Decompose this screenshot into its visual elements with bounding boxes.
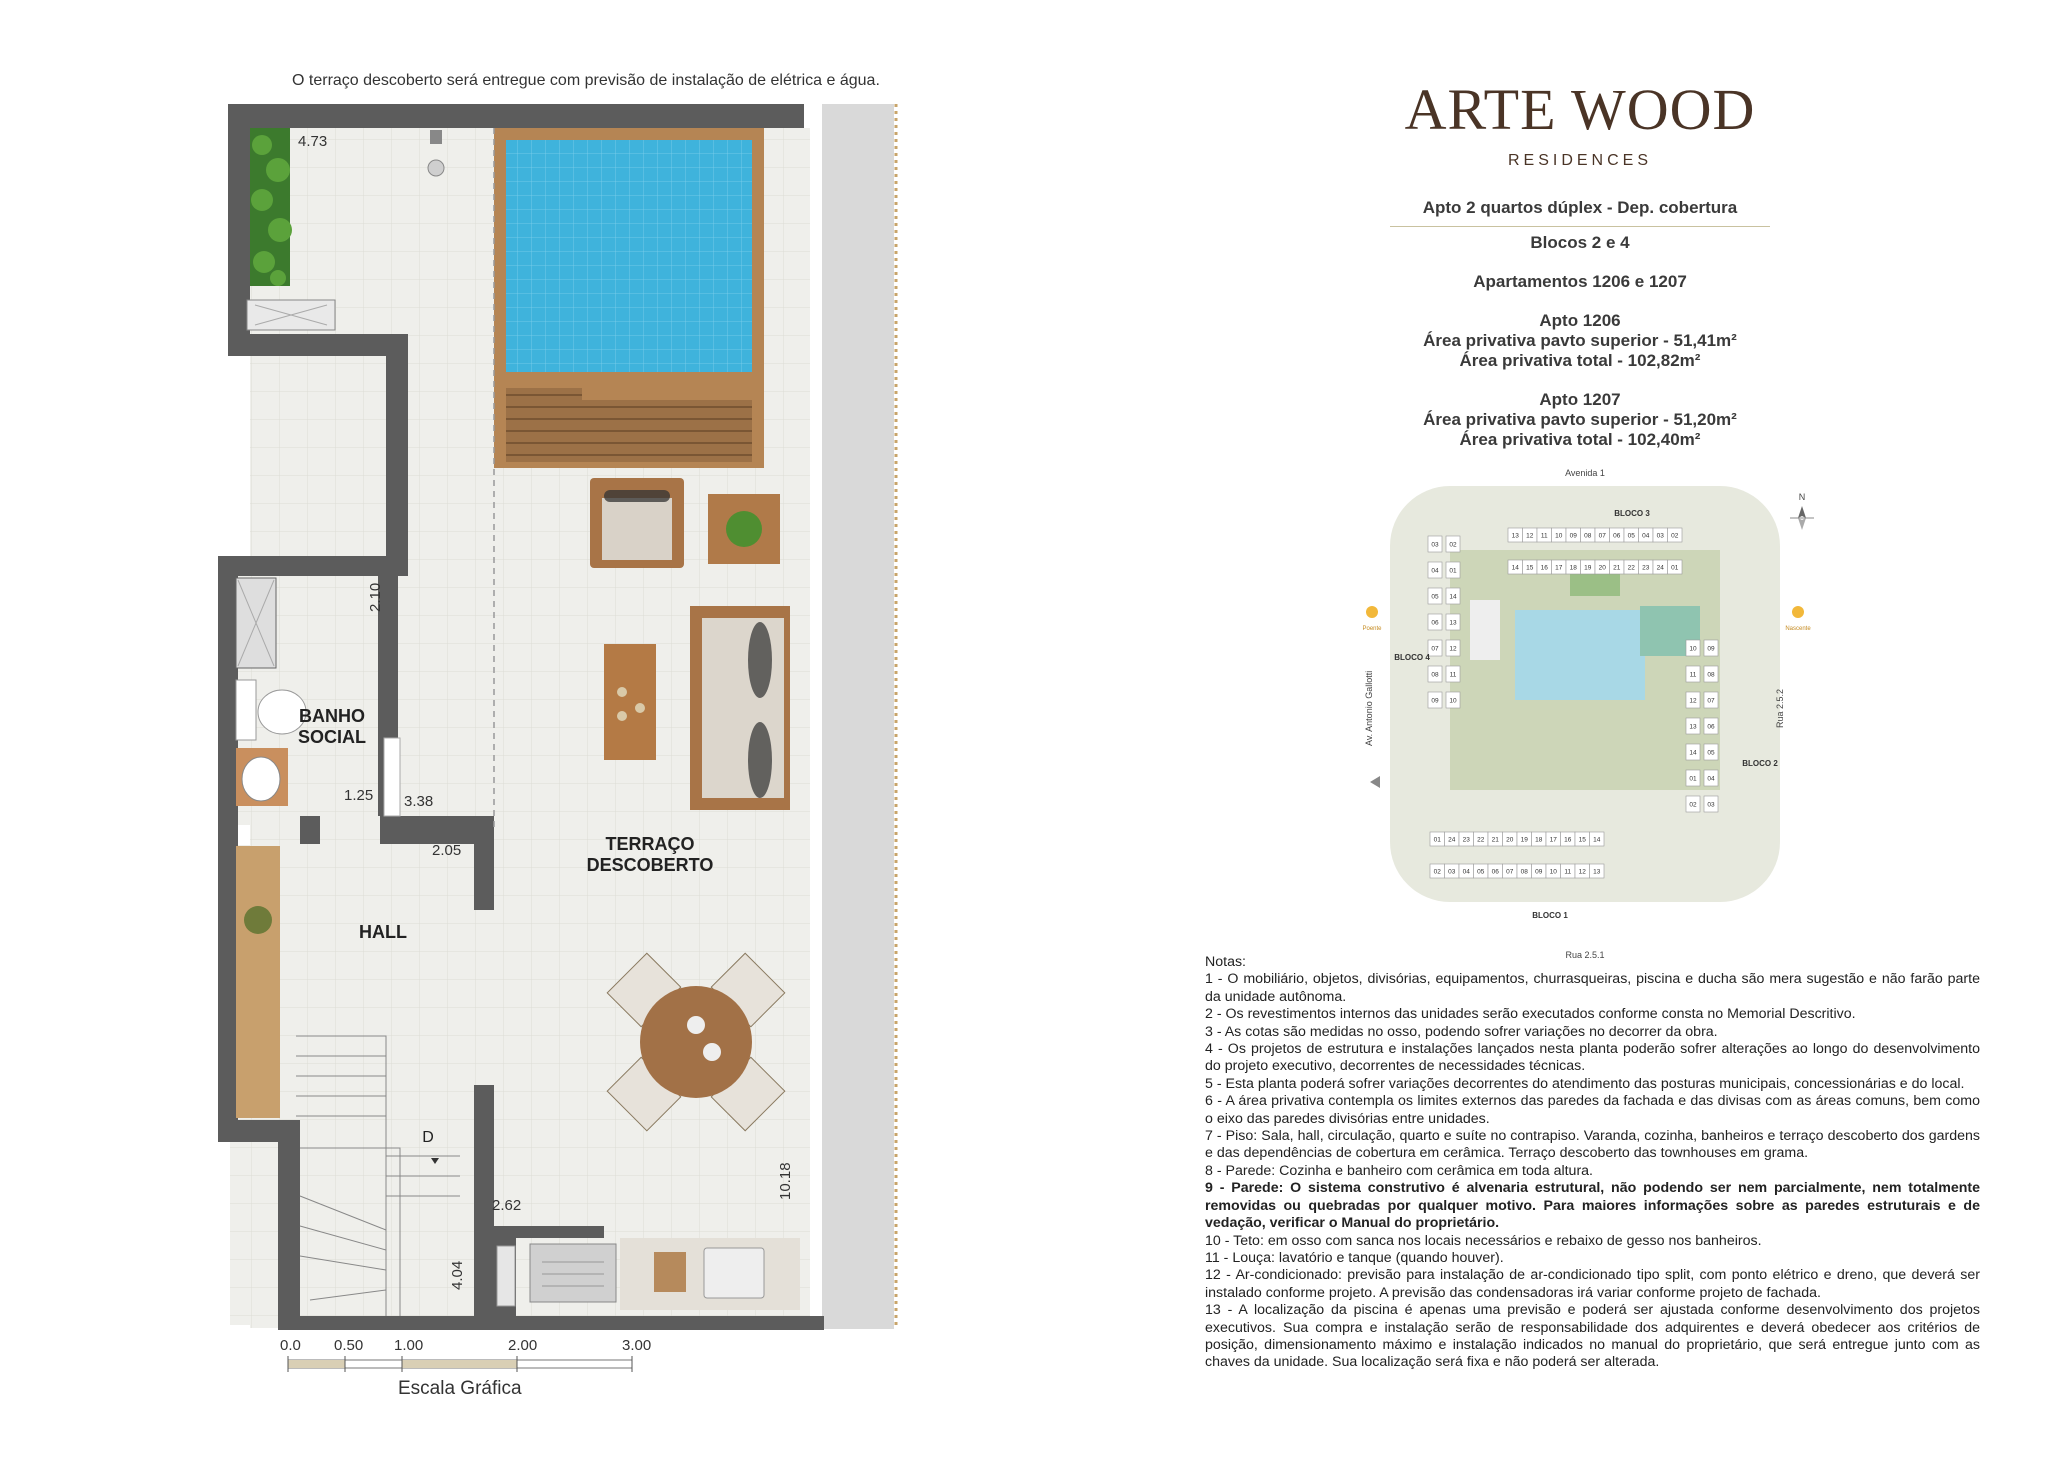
unit-number: 08 (1707, 671, 1715, 679)
unit-number: 02 (1433, 868, 1441, 876)
room-label-terraco: TERRAÇO (605, 834, 695, 854)
sink-icon (242, 757, 280, 801)
unit-number: 19 (1584, 564, 1592, 572)
unit-number: 21 (1491, 836, 1499, 844)
unit-number: 20 (1506, 836, 1514, 844)
unit-number: 24 (1448, 836, 1456, 844)
unit-number: 10 (1549, 868, 1557, 876)
scale-title: Escala Gráfica (398, 1378, 522, 1399)
apto-1206-block (1390, 311, 1770, 371)
unit-number: 09 (1431, 697, 1439, 705)
apto-1207-title: Apto 1207 (1539, 390, 1621, 409)
unit-number: 07 (1707, 697, 1715, 705)
unit-number: 05 (1707, 749, 1715, 757)
sun-label: Nascente (1785, 626, 1811, 632)
note-item: 9 - Parede: O sistema construtivo é alvenaria estrutural, não podendo ser nem parcialmente, nem totalmente removidas ou quebradas por qualquer motivo. Para maiores informações sobre as paredes estruturais e de vedação, verificar o Manual do proprietário. (1205, 1180, 1980, 1232)
room-label-hall: HALL (359, 922, 407, 942)
site-map (1340, 460, 1820, 960)
dim-label: 3.38 (404, 793, 434, 810)
unit-number: 05 (1627, 532, 1635, 540)
unit-number: 06 (1431, 619, 1439, 627)
unit-number: 08 (1520, 868, 1528, 876)
dim-label: 10.18 (777, 1162, 794, 1200)
note-item: 1 - O mobiliário, objetos, divisórias, equipamentos, churrasqueiras, piscina e ducha são mera sugestão e não farão parte da unidade autônoma. (1205, 971, 1980, 1005)
unit-number: 22 (1477, 836, 1485, 844)
apto-1207-block (1390, 390, 1770, 450)
dim-label: 1.25 (344, 787, 374, 804)
unit-number: 14 (1449, 593, 1457, 601)
room-label-banho: BANHO (299, 706, 365, 726)
sun-icon (1785, 606, 1811, 632)
scale-tick: 0.50 (334, 1337, 364, 1354)
scale-tick: 3.00 (622, 1337, 652, 1354)
street-label: Rua 2.5.2 (1775, 688, 1785, 728)
unit-number: 06 (1707, 723, 1715, 731)
brand-logo (1400, 78, 1760, 170)
unit-number: 04 (1431, 567, 1439, 575)
brand-sub: RESIDENCES (1507, 152, 1653, 169)
unit-number: 11 (1564, 868, 1572, 876)
unit-number: 09 (1569, 532, 1577, 540)
dim-label: 2.10 (367, 582, 384, 612)
apto-1206-upper: Área privativa pavto superior - 51,41m² (1423, 331, 1737, 350)
apto-1207-total: Área privativa total - 102,40m² (1459, 430, 1701, 449)
unit-number: 14 (1511, 564, 1519, 572)
unit-number: 16 (1564, 836, 1572, 844)
note-item: 13 - A localização da piscina é apenas uma previsão e poderá ser ajustada conforme desenvolvimento dos projetos executivos. Sua compra e instalação serão de responsabilidade dos adquirentes e deverá obedecer aos critérios de posição, dimensionamento máximo e instalação indicados no manual do proprietário, que será entregue junto com as chaves da unidade. Sua localização será fixa e não poderá ser alterada. (1205, 1302, 1980, 1371)
unit-number: 05 (1477, 868, 1485, 876)
graphic-scale (280, 1337, 651, 1372)
unit-number: 03 (1656, 532, 1664, 540)
facade-strip (822, 104, 894, 1329)
compass-icon (1790, 492, 1814, 530)
title-separator (1390, 226, 1770, 227)
note-item: 10 - Teto: em osso com sanca nos locais necessários e rebaixo de gesso nos banheiros. (1205, 1232, 1762, 1249)
street-label: Rua 2.5.1 (1565, 950, 1605, 960)
block-label: BLOCO 4 (1394, 653, 1430, 662)
block-label: BLOCO 3 (1614, 509, 1650, 518)
unit-number: 14 (1593, 836, 1601, 844)
plan-top-note: O terraço descoberto será entregue com previsão de instalação de elétrica e água. (292, 72, 880, 89)
unit-number: 18 (1535, 836, 1543, 844)
street-label: Avenida 1 (1565, 468, 1605, 478)
apto-1206-total: Área privativa total - 102,82m² (1459, 351, 1701, 370)
scale-tick: 1.00 (394, 1337, 424, 1354)
unit-number: 01 (1671, 564, 1679, 572)
note-item: 2 - Os revestimentos internos das unidades serão executados conforme consta no Memorial Descritivo. (1205, 1006, 1856, 1023)
entrance-arrow-icon (1370, 776, 1380, 788)
unit-number: 15 (1578, 836, 1586, 844)
unit-number: 12 (1689, 697, 1697, 705)
unit-number: 21 (1613, 564, 1621, 572)
unit-number: 09 (1707, 645, 1715, 653)
unit-number: 17 (1555, 564, 1563, 572)
unit-number: 01 (1689, 775, 1697, 783)
unit-number: 22 (1627, 564, 1635, 572)
unit-number: 16 (1540, 564, 1548, 572)
unit-number: 11 (1449, 671, 1457, 679)
unit-number: 24 (1656, 564, 1664, 572)
note-item: 4 - Os projetos de estrutura e instalações lançados nesta planta poderão sofrer alterações ao longo do desenvolvimento do projeto executivo, decorrentes de necessidades técnicas. (1205, 1041, 1980, 1075)
unit-number: 13 (1593, 868, 1601, 876)
unit-number: 03 (1431, 541, 1439, 549)
unit-number: 08 (1431, 671, 1439, 679)
unit-number: 11 (1540, 532, 1548, 540)
unit-number: 13 (1511, 532, 1519, 540)
note-item: 7 - Piso: Sala, hall, circulação, quarto e suíte no contrapiso. Varanda, cozinha, banheiros e terraço descoberto dos gardens e das dependências de cobertura em cerâmica. Terraço descoberto das townhouses em grama. (1205, 1128, 1980, 1162)
unit-number: 02 (1689, 801, 1697, 809)
unit-number: 03 (1448, 868, 1456, 876)
unit-number: 02 (1449, 541, 1457, 549)
unit-number: 15 (1526, 564, 1534, 572)
block-label: BLOCO 1 (1532, 911, 1568, 920)
unit-number: 17 (1549, 836, 1557, 844)
sun-icon (1362, 606, 1382, 632)
unit-number: 12 (1526, 532, 1534, 540)
unit-number: 01 (1449, 567, 1457, 575)
apto-1207-upper: Área privativa pavto superior - 51,20m² (1423, 410, 1737, 429)
unit-number: 13 (1689, 723, 1697, 731)
pool (506, 140, 752, 372)
compass-label: N (1798, 492, 1806, 502)
notes (1205, 954, 1980, 1372)
unit-number: 01 (1433, 836, 1441, 844)
note-item: 5 - Esta planta poderá sofrer variações decorrentes do atendimento das posturas municipais, concessionárias e do local. (1205, 1075, 1965, 1092)
unit-number: 04 (1707, 775, 1715, 783)
brand-name: ARTE WOOD (1404, 77, 1756, 142)
unit-blocks: Blocos 2 e 4 (1530, 233, 1630, 252)
block-label: BLOCO 2 (1742, 759, 1778, 768)
unit-number: 23 (1642, 564, 1650, 572)
coffee-table (604, 644, 656, 760)
notes-heading: Notas: (1205, 954, 1247, 970)
dim-label: 2.05 (432, 842, 462, 859)
unit-number: 18 (1569, 564, 1577, 572)
unit-number: 03 (1707, 801, 1715, 809)
unit-number: 20 (1598, 564, 1606, 572)
unit-number: 04 (1642, 532, 1650, 540)
unit-number: 23 (1462, 836, 1470, 844)
unit-number: 06 (1613, 532, 1621, 540)
unit-number: 09 (1535, 868, 1543, 876)
unit-apartments: Apartamentos 1206 e 1207 (1473, 272, 1687, 291)
note-item: 12 - Ar-condicionado: previsão para instalação de ar-condicionado tipo split, com ponto elétrico e dreno, que deverá ser instalado conforme projeto. A previsão das condensadoras irá variar conforme projeto de fachada. (1205, 1267, 1980, 1301)
unit-number: 02 (1671, 532, 1679, 540)
room-label-banho: SOCIAL (297, 727, 367, 747)
note-item: 3 - As cotas são medidas no osso, podendo sofrer variações no decorrer da obra. (1205, 1023, 1718, 1040)
sun-label: Poente (1362, 626, 1382, 632)
unit-number: 07 (1431, 645, 1439, 653)
unit-number: 07 (1598, 532, 1606, 540)
unit-number: 12 (1578, 868, 1586, 876)
dim-label: 2.62 (492, 1197, 522, 1214)
unit-number: 11 (1689, 671, 1697, 679)
scale-tick: 0.0 (280, 1337, 301, 1354)
site-pool (1515, 610, 1645, 700)
scale-tick: 2.00 (508, 1337, 538, 1354)
unit-number: 14 (1689, 749, 1697, 757)
street-label: Av. Antonio Gallotti (1364, 670, 1374, 746)
unit-number: 10 (1689, 645, 1697, 653)
unit-number: 10 (1449, 697, 1457, 705)
stair-marker: D (422, 1129, 434, 1146)
unit-number: 04 (1462, 868, 1470, 876)
room-label-terraco: DESCOBERTO (586, 855, 714, 875)
apto-1206-title: Apto 1206 (1539, 311, 1621, 330)
note-item: 8 - Parede: Cozinha e banheiro com cerâmica em toda altura. (1205, 1162, 1593, 1179)
unit-number: 08 (1584, 532, 1592, 540)
unit-number: 10 (1555, 532, 1563, 540)
unit-title: Apto 2 quartos dúplex - Dep. cobertura (1422, 198, 1738, 217)
note-item: 6 - A área privativa contempla os limites externos das paredes da fachada e das divisas com as áreas comuns, bem como o eixo das paredes divisórias entre unidades. (1205, 1093, 1980, 1127)
unit-number: 06 (1491, 868, 1499, 876)
hall-bench (236, 846, 280, 1118)
unit-number: 19 (1520, 836, 1528, 844)
floor-plan (0, 0, 1000, 1463)
unit-number: 13 (1449, 619, 1457, 627)
unit-number: 05 (1431, 593, 1439, 601)
unit-number: 12 (1449, 645, 1457, 653)
dim-label: 4.73 (298, 133, 328, 150)
note-item: 11 - Louça: lavatório e tanque (quando houver). (1205, 1249, 1504, 1266)
unit-number: 07 (1506, 868, 1514, 876)
dim-label: 4.04 (449, 1260, 466, 1290)
